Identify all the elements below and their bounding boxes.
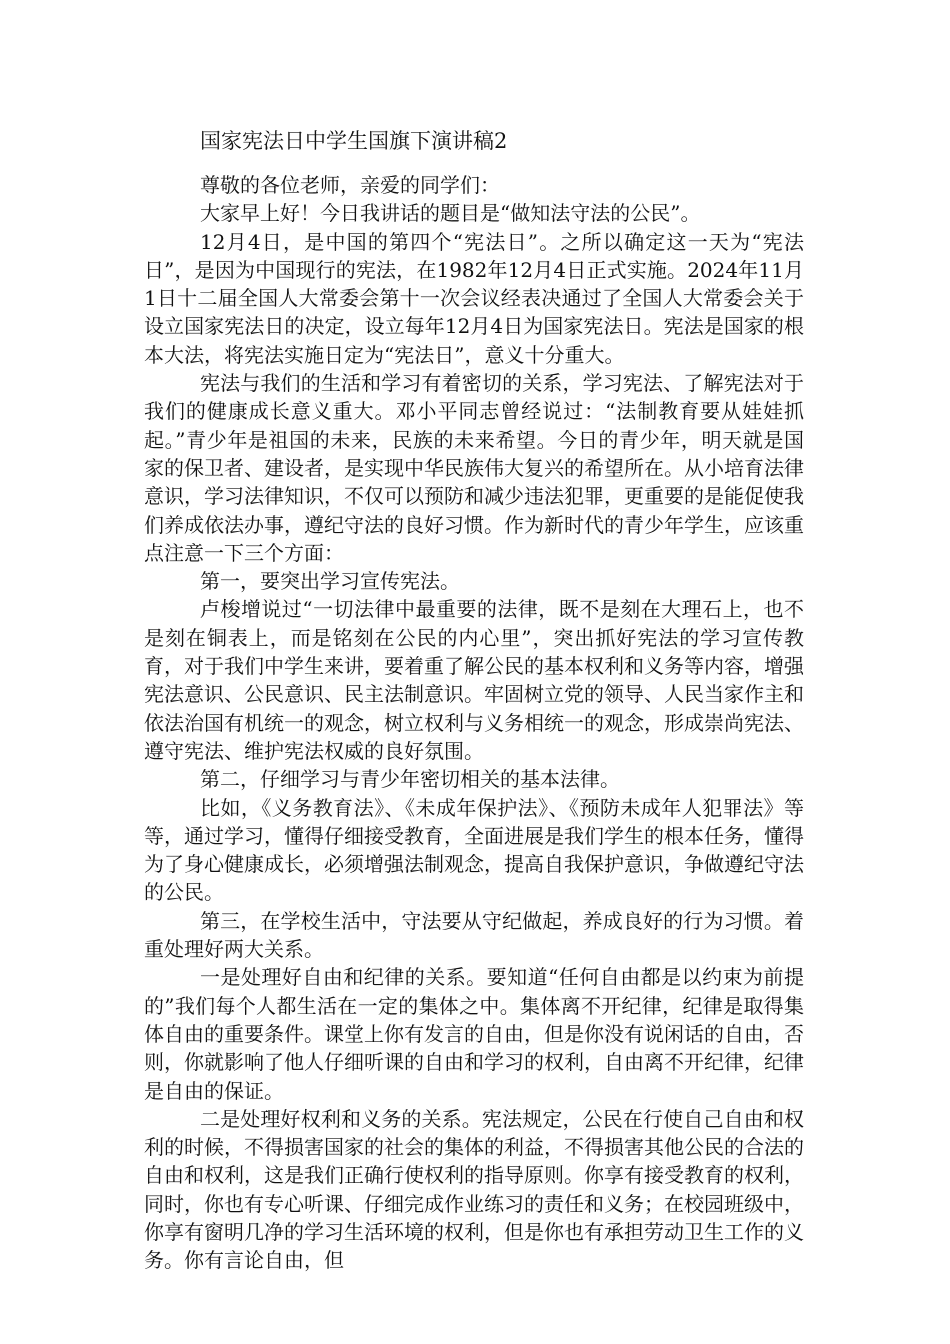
paragraph-salutation: 尊敬的各位老师，亲爱的同学们： bbox=[200, 173, 500, 197]
paragraph-point-two-detail: 比如，《义务教育法》、《未成年保护法》、《预防未成年人犯罪法》等等，通过学习，懂得仔细接受教育，全面进展是我们学生的根本任务，懂得为了身心健康成长，必须增强法制观念，提高自我保护意识，争做遵纪守法的公民。 bbox=[144, 795, 804, 905]
paragraph-point-one-detail: 卢梭增说过“一切法律中最重要的法律，既不是刻在大理石上，也不是刻在铜表上，而是铭刻在公民的内心里”，突出抓好宪法的学习宣传教育，对于我们中学生来讲，要着重了解公民的基本权利和义务等内容，增强宪法意识、公民意识、民主法制意识。牢固树立党的领导、人民当家作主和依法治国有机统一的观念，树立权利与义务相统一的观念，形成崇尚宪法、遵守宪法、维护宪法权威的良好氛围。 bbox=[144, 597, 804, 763]
paragraph-point-two: 第二，仔细学习与青少年密切相关的基本法律。 bbox=[200, 767, 620, 792]
paragraph-constitution-day: 12月4日，是中国的第四个“宪法日”。之所以确定这一天为“宪法日”，是因为中国现行的宪法，在1982年12月4日正式实施。2024年11月1日十二届全国人大常委会第十一次会议经表决通过了全国人大常委会关于设立国家宪法日的决定，设立每年12月4日为国家宪法日。宪法是国家的根本大法，将宪法实施日定为“宪法日”，意义十分重大。 bbox=[144, 229, 804, 367]
document-body bbox=[144, 171, 804, 1275]
paragraph-rights-duties: 二是处理好权利和义务的关系。宪法规定，公民在行使自己自由和权利的时候，不得损害国家的社会的集体的利益，不得损害其他公民的合法的自由和权利，这是我们正确行使权利的指导原则。你享有接受教育的权利，同时，你也有专心听课、仔细完成作业练习的责任和义务；在校园班级中，你享有窗明几净的学习生活环境的权利，但是你也有承担劳动卫生工作的义务。你有言论自由，但 bbox=[144, 1106, 804, 1273]
document-title: 国家宪法日中学生国旗下演讲稿2 bbox=[200, 129, 508, 153]
paragraph-point-one: 第一，要突出学习宣传宪法。 bbox=[200, 569, 460, 594]
paragraph-greeting: 大家早上好！今日我讲话的题目是“做知法守法的公民”。 bbox=[200, 201, 701, 226]
paragraph-constitution-importance: 宪法与我们的生活和学习有着密切的关系，学习宪法、了解宪法对于我们的健康成长意义重大。邓小平同志曾经说过：“法制教育要从娃娃抓起。”青少年是祖国的未来，民族的未来希望。今日的青少年，明天就是国家的保卫者、建设者，是实现中华民族伟大复兴的希望所在。从小培育法律意识，学习法律知识，不仅可以预防和减少违法犯罪，更重要的是能促使我们养成依法办事，遵纪守法的良好习惯。作为新时代的青少年学生，应该重点注意一下三个方面： bbox=[144, 371, 804, 565]
paragraph-point-three: 第三，在学校生活中，守法要从守纪做起，养成良好的行为习惯。着重处理好两大关系。 bbox=[144, 908, 804, 962]
paragraph-freedom-discipline: 一是处理好自由和纪律的关系。要知道“任何自由都是以约束为前提的”我们每个人都生活在一定的集体之中。集体离不开纪律，纪律是取得集体自由的重要条件。课堂上你有发言的自由，但是你没有说闲话的自由，否则，你就影响了他人仔细听课的自由和学习的权利，自由离不开纪律，纪律是自由的保证。 bbox=[144, 965, 804, 1103]
